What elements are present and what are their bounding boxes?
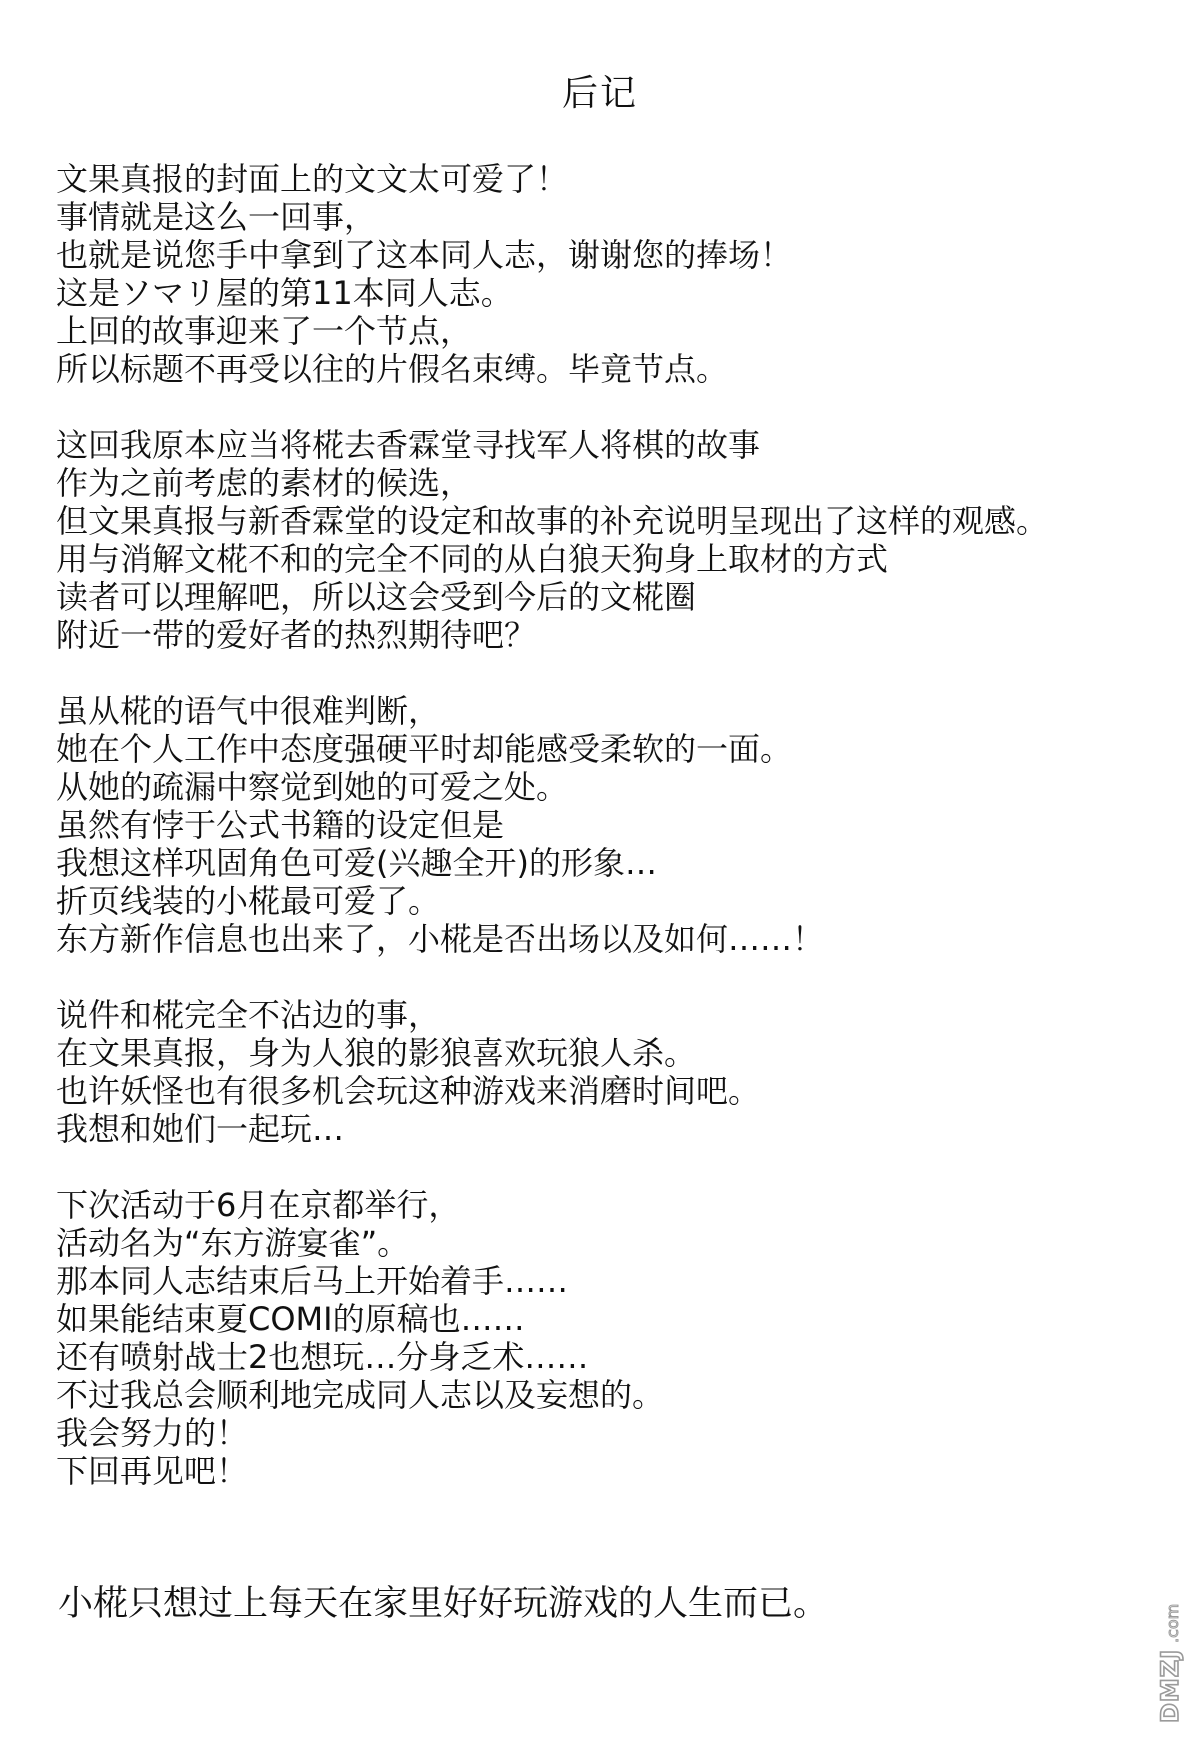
text-line: 她在个人工作中态度强硬平时却能感受柔软的一面。: [56, 730, 793, 768]
text-line: 也就是说您手中拿到了这本同人志，谢谢您的捧场！: [56, 236, 793, 274]
page-title: 后记: [561, 73, 638, 114]
paragraph-1: [56, 160, 1176, 388]
text-line: 折页线装的小椛最可爱了。: [56, 882, 441, 920]
svg-text:DMZJ: DMZJ: [1156, 1648, 1184, 1723]
text-line: 还有喷射战士2也想玩…分身乏术……: [56, 1338, 589, 1376]
text-line: 下回再见吧！: [56, 1452, 249, 1490]
closing-line: 小椛只想过上每天在家里好好玩游戏的人生而已。: [58, 1584, 829, 1624]
text-line: 虽从椛的语气中很难判断，: [56, 692, 441, 730]
text-line: 作为之前考虑的素材的候选，: [56, 464, 473, 502]
text-line: 用与消解文椛不和的完全不同的从白狼天狗身上取材的方式: [56, 540, 889, 578]
text-line: 说件和椛完全不沾边的事，: [56, 996, 441, 1034]
text-line: 我想和她们一起玩…: [56, 1110, 345, 1148]
afterword-body: [56, 160, 1176, 1528]
text-line: 如果能结束夏COMI的原稿也……: [56, 1300, 525, 1338]
text-line: 这是ソマリ屋的第11本同人志。: [56, 274, 513, 312]
dmzj-logo-icon: [1150, 1537, 1190, 1727]
svg-text:.com: .com: [1163, 1603, 1182, 1643]
paragraph-2: [56, 426, 1176, 654]
text-line: 虽然有悖于公式书籍的设定但是: [56, 806, 505, 844]
text-line: 东方新作信息也出来了，小椛是否出场以及如何……！: [56, 920, 825, 958]
text-line: 文果真报的封面上的文文太可爱了！: [56, 160, 569, 198]
text-line: 下次活动于6月在京都举行，: [56, 1186, 461, 1224]
paragraph-4: [56, 996, 1176, 1148]
text-line: 在文果真报，身为人狼的影狼喜欢玩狼人杀。: [56, 1034, 697, 1072]
text-line: 读者可以理解吧，所以这会受到今后的文椛圈: [56, 578, 697, 616]
text-line: 活动名为“东方游宴雀”。: [56, 1224, 410, 1262]
paragraph-5: [56, 1186, 1176, 1490]
paragraph-3: [56, 692, 1176, 958]
text-line: 我想这样巩固角色可爱(兴趣全开)的形象…: [56, 844, 657, 882]
text-line: 这回我原本应当将椛去香霖堂寻找军人将棋的故事: [56, 426, 761, 464]
text-line: 那本同人志结束后马上开始着手……: [56, 1262, 569, 1300]
text-line: 但文果真报与新香霖堂的设定和故事的补充说明呈现出了这样的观感。: [56, 502, 1049, 540]
text-line: 从她的疏漏中察觉到她的可爱之处。: [56, 768, 569, 806]
text-line: 事情就是这么一回事，: [56, 198, 377, 236]
text-line: 所以标题不再受以往的片假名束缚。毕竟节点。: [56, 350, 729, 388]
text-line: 上回的故事迎来了一个节点，: [56, 312, 473, 350]
text-line: 不过我总会顺利地完成同人志以及妄想的。: [56, 1376, 665, 1414]
text-line: 附近一带的爱好者的热烈期待吧？: [56, 616, 537, 654]
text-line: 也许妖怪也有很多机会玩这种游戏来消磨时间吧。: [56, 1072, 761, 1110]
text-line: 我会努力的！: [56, 1414, 249, 1452]
